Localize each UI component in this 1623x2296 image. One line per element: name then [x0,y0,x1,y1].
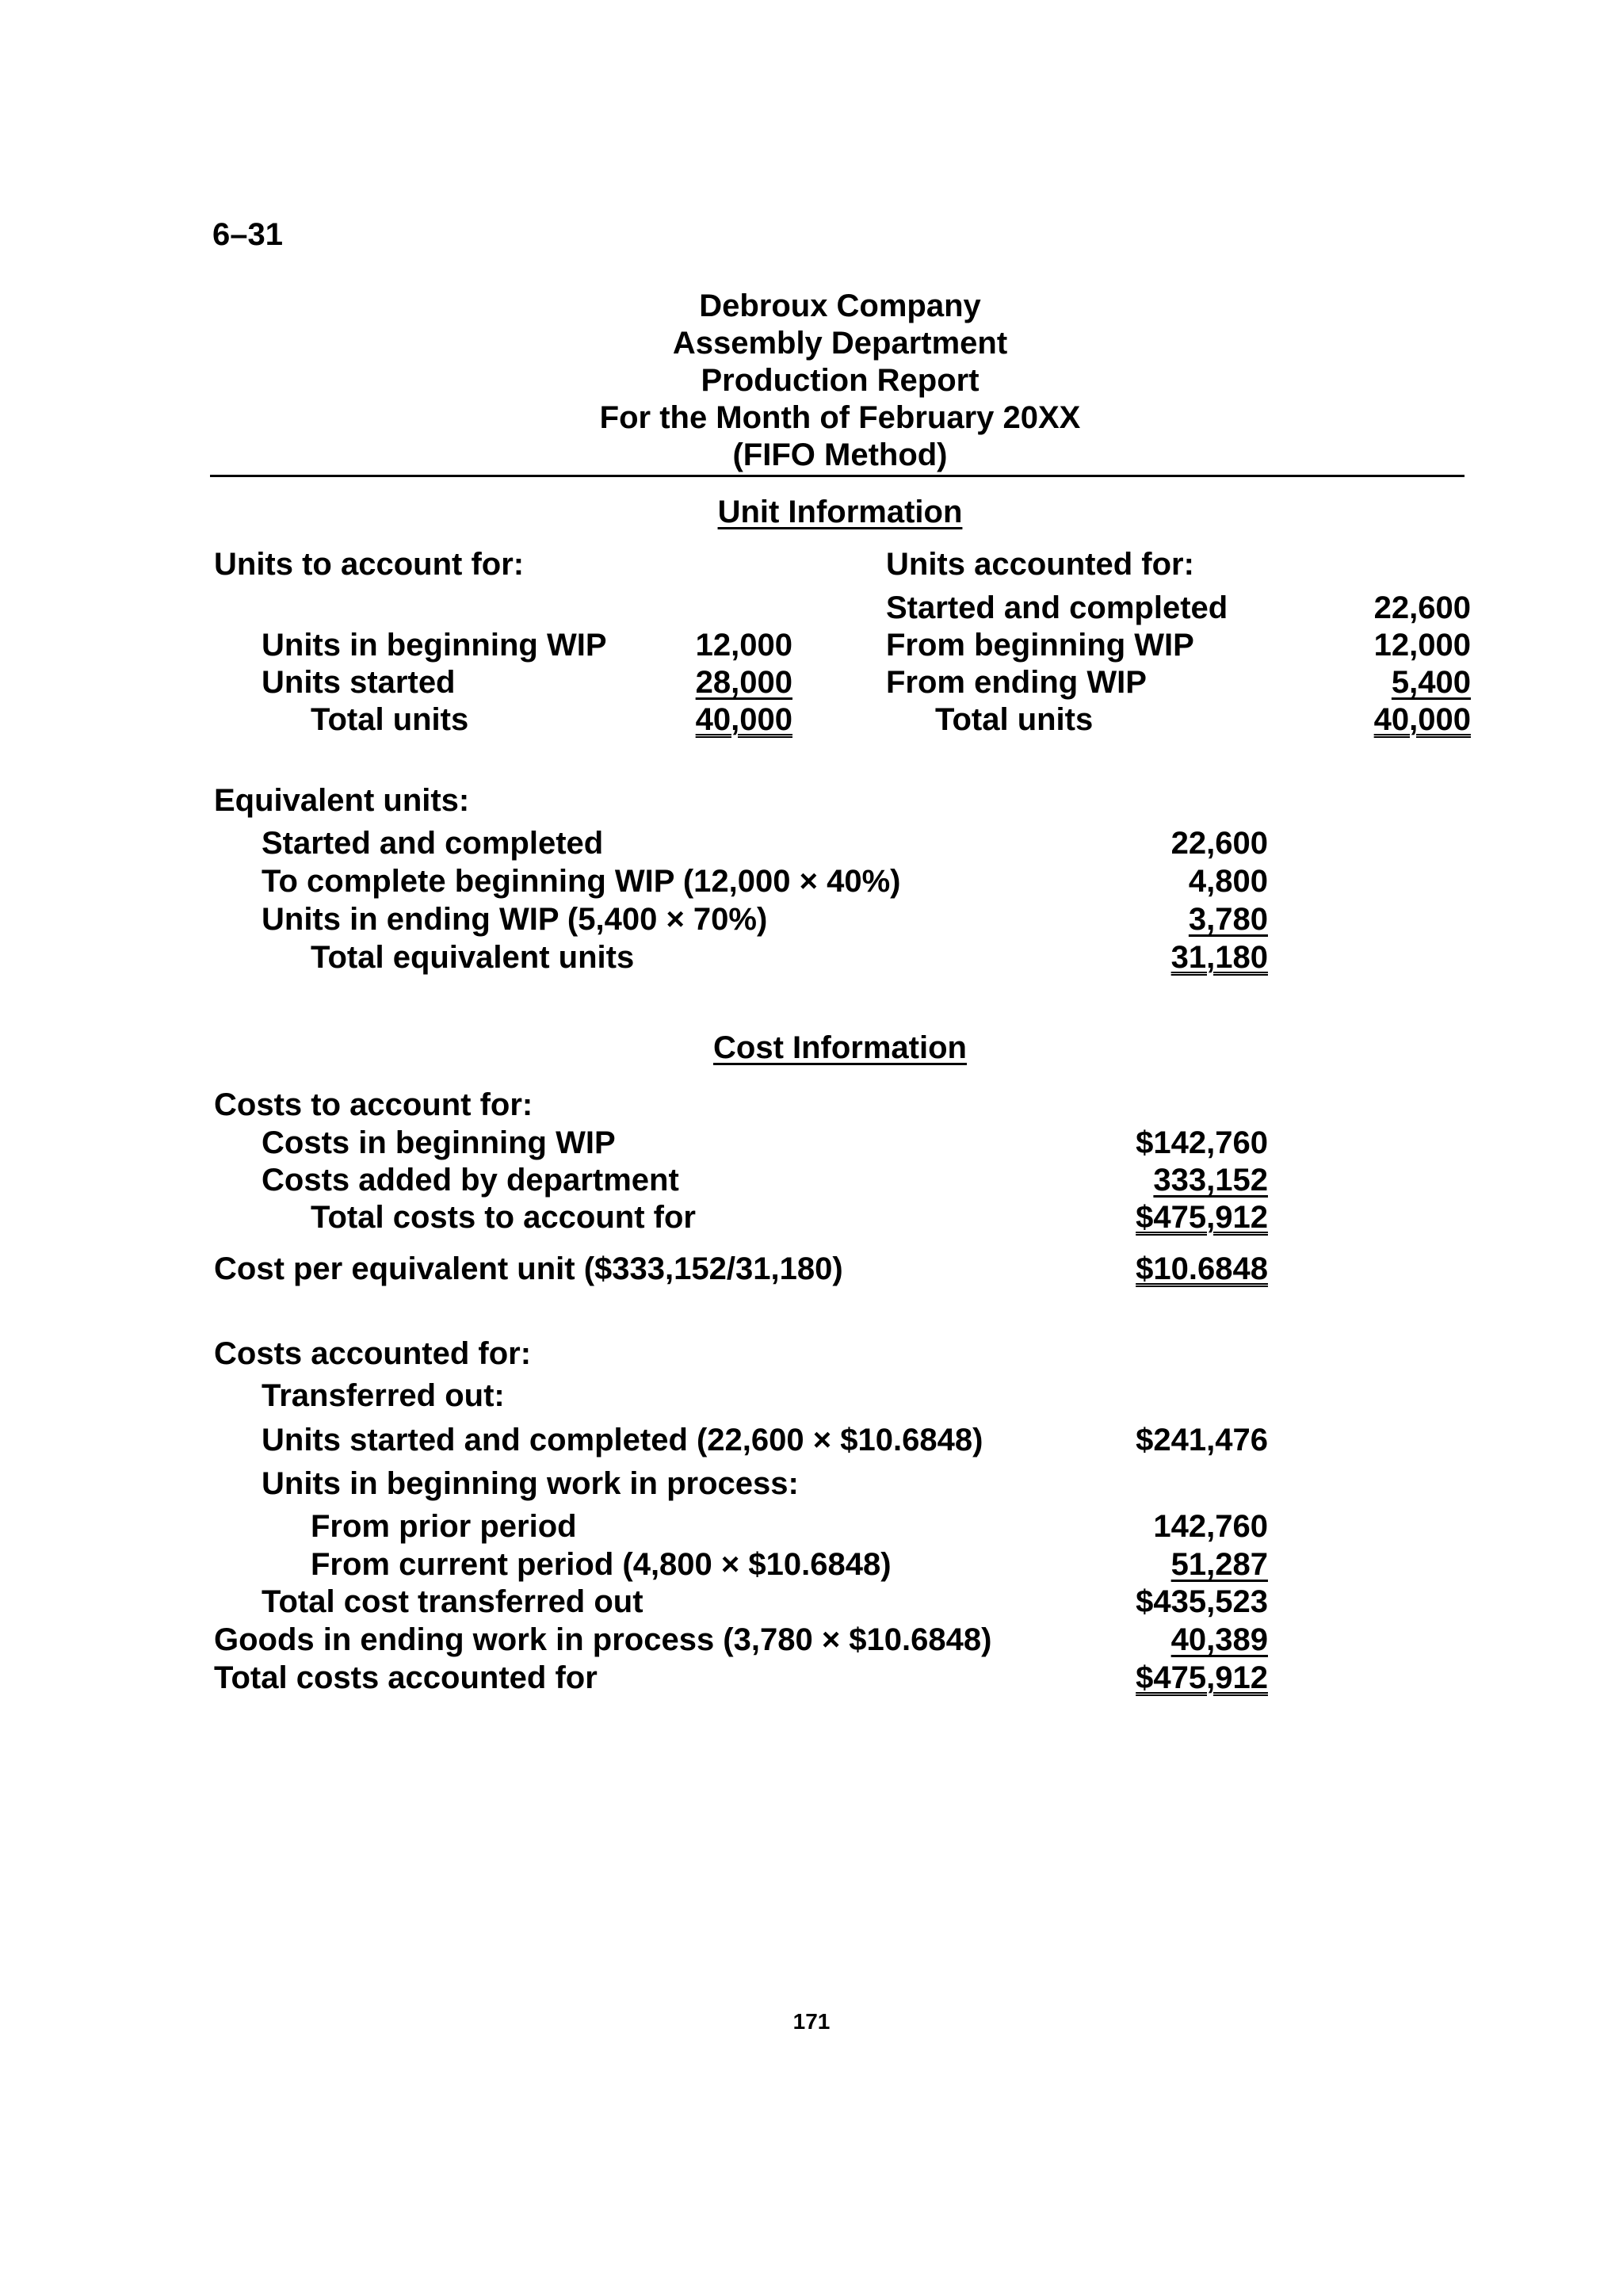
eu-started-completed-label: Started and completed [262,826,604,861]
cost-info-heading: Cost Information [713,1030,967,1065]
units-accounted-label: Units accounted for: [886,547,1194,582]
units-started-label: Units started [262,665,456,700]
ca-beginning-wip-label: Units in beginning work in process: [262,1466,799,1501]
eu-ending-wip-label: Units in ending WIP (5,400 × 70%) [262,902,768,937]
unit-info-heading: Unit Information [717,495,963,529]
from-prior-period-label: From prior period [311,1509,577,1544]
from-ending-wip-value: 5,400 [1391,665,1471,700]
from-current-period-label: From current period (4,800 × $10.6848) [311,1547,892,1582]
beginning-wip-value: 12,000 [695,628,792,663]
ca-started-completed-value: $241,476 [1136,1423,1268,1457]
total-units-label: Total units [311,702,469,737]
total-accounted-label: Total costs accounted for [214,1660,598,1695]
company-name: Debroux Company [699,288,981,323]
ending-wip-goods-label: Goods in ending work in process (3,780 × $10.6848) [214,1622,992,1657]
total-transferred-value: $435,523 [1136,1584,1268,1619]
cost-per-eu-label: Cost per equivalent unit ($333,152/31,180) [214,1251,843,1286]
eu-complete-beginning-value: 4,800 [1188,864,1268,899]
from-prior-period-value: 142,760 [1153,1509,1268,1544]
costs-accounted-label: Costs accounted for: [214,1336,532,1371]
costs-to-account-label: Costs to account for: [214,1087,533,1122]
eu-ending-wip-value: 3,780 [1188,902,1268,937]
units-started-value: 28,000 [695,665,792,700]
accounted-total-units-value: 40,000 [1373,702,1471,737]
header-rule [210,475,1465,477]
page-number: 171 [792,2009,831,2034]
from-current-period-value: 51,287 [1170,1547,1268,1582]
ending-wip-goods-value: 40,389 [1170,1622,1268,1657]
report-period: For the Month of February 20XX [599,400,1081,435]
eu-started-completed-value: 22,600 [1170,826,1268,861]
report-method: (FIFO Method) [732,437,948,472]
cost-per-eu-value: $10.6848 [1136,1251,1268,1286]
ca-started-completed-label: Units started and completed (22,600 × $10.6848) [262,1423,983,1457]
report-title: Production Report [701,363,980,398]
started-completed-label: Started and completed [886,590,1228,625]
equivalent-units-label: Equivalent units: [214,783,470,818]
department-name: Assembly Department [672,326,1008,361]
costs-added-label: Costs added by department [262,1163,679,1198]
problem-number: 6–31 [212,217,283,252]
total-units-value: 40,000 [695,702,792,737]
accounted-total-units-label: Total units [935,702,1094,737]
eu-complete-beginning-label: To complete beginning WIP (12,000 × 40%) [262,864,901,899]
from-beginning-wip-value: 12,000 [1373,628,1471,663]
total-accounted-value: $475,912 [1136,1660,1268,1695]
eu-total-label: Total equivalent units [311,940,635,975]
eu-total-value: 31,180 [1170,940,1268,975]
total-costs-label: Total costs to account for [311,1200,696,1235]
costs-added-value: 333,152 [1153,1163,1268,1198]
total-costs-value: $475,912 [1136,1200,1268,1235]
costs-beginning-wip-label: Costs in beginning WIP [262,1125,616,1160]
total-transferred-label: Total cost transferred out [262,1584,643,1619]
started-completed-value: 22,600 [1373,590,1471,625]
costs-beginning-wip-value: $142,760 [1136,1125,1268,1160]
transferred-out-label: Transferred out: [262,1378,505,1413]
from-beginning-wip-label: From beginning WIP [886,628,1194,663]
beginning-wip-label: Units in beginning WIP [262,628,607,663]
from-ending-wip-label: From ending WIP [886,665,1147,700]
units-to-account-label: Units to account for: [214,547,525,582]
